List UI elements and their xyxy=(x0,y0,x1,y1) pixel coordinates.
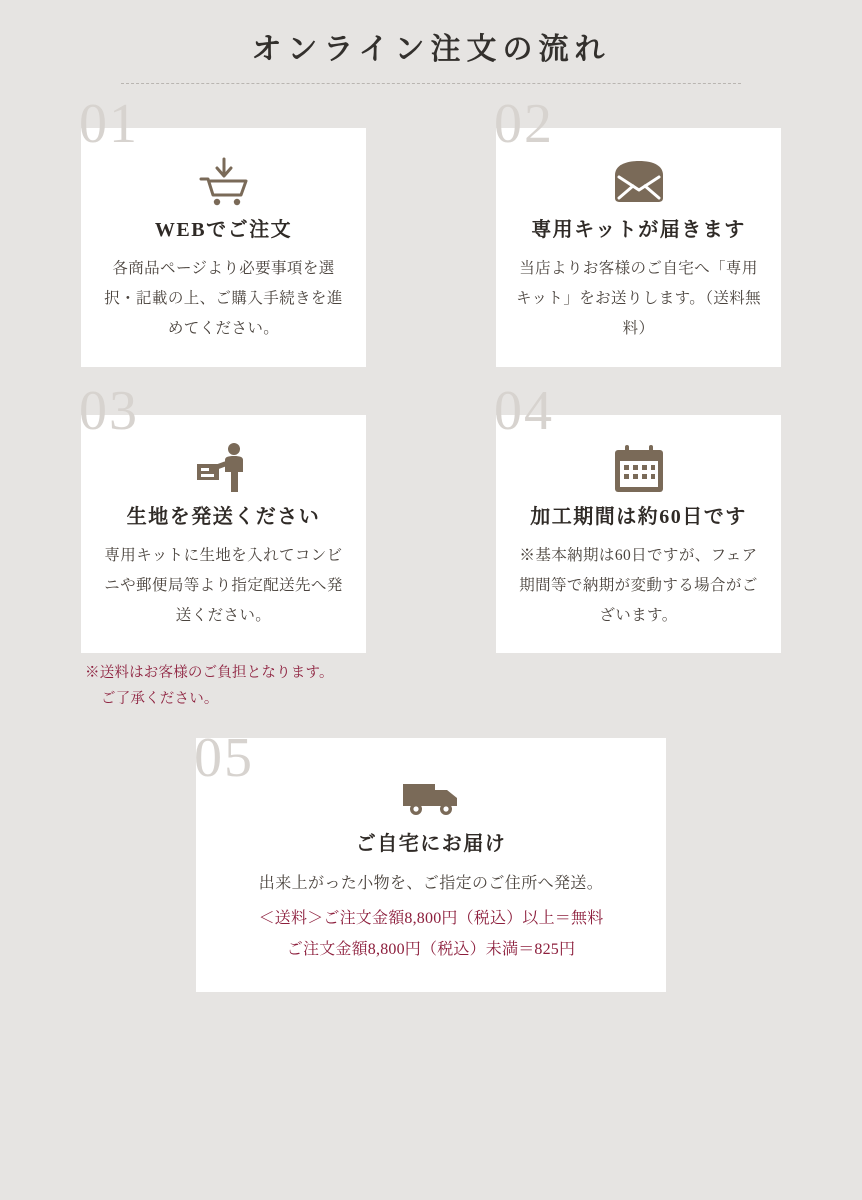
shopping-cart-icon xyxy=(99,154,348,210)
step-title: WEBでご注文 xyxy=(154,219,293,241)
step-title: ご自宅にお届け xyxy=(355,833,507,856)
step-card-01 xyxy=(79,93,366,367)
step-card-03 xyxy=(79,379,366,712)
shipping-fee-info xyxy=(216,903,646,965)
envelope-icon xyxy=(514,154,763,210)
page-title: オンライン注文の流れ xyxy=(251,33,611,66)
step-body: 専用キットに生地を入れてコンビニや郵便局等より指定配送先へ発送ください。 xyxy=(104,546,343,625)
shipping-line-2: ご注文金額8,800円（税込）未満＝825円 xyxy=(286,941,576,959)
step-number: 05 xyxy=(194,727,254,790)
step-body: 出来上がった小物を、ご指定のご住所へ発送。 xyxy=(258,875,604,893)
shipping-fee-note xyxy=(81,661,366,712)
step-card-body xyxy=(496,415,781,654)
page-header xyxy=(0,0,862,84)
step-card-body xyxy=(196,738,666,992)
step-number: 02 xyxy=(494,93,554,155)
step-number: 04 xyxy=(494,379,554,442)
step-title: 加工期間は約60日です xyxy=(530,505,747,528)
steps-row-1 xyxy=(79,93,781,367)
note-line-1: ※送料はお客様のご負担となります。 xyxy=(85,665,334,682)
parcel-handover-icon xyxy=(99,441,348,497)
shipping-line-1: ＜送料＞ご注文金額8,800円（税込）以上＝無料 xyxy=(258,910,604,928)
step-title: 専用キットが届きます xyxy=(531,219,746,241)
step-card-body xyxy=(496,128,781,367)
delivery-truck-icon xyxy=(216,768,646,824)
step-body: 各商品ページより必要事項を選択・記載の上、ご購入手続きを進めてください。 xyxy=(104,260,343,338)
calendar-icon xyxy=(514,441,763,497)
step-card-body xyxy=(81,128,366,367)
step-body: ※基本納期は60日ですが、フェア期間等で納期が変動する場合がございます。 xyxy=(519,546,758,625)
step-body: 当店よりお客様のご自宅へ「専用キット」をお送りします。（送料無料） xyxy=(515,260,762,338)
step-number: 01 xyxy=(79,93,139,155)
note-line-2: ご了承ください。 xyxy=(101,690,219,707)
step-number: 03 xyxy=(79,379,139,442)
step-card-04 xyxy=(494,379,781,712)
step-title: 生地を発送ください xyxy=(126,505,321,528)
steps-row-2 xyxy=(79,379,781,712)
steps-grid xyxy=(79,93,781,992)
step-card-05 xyxy=(194,727,666,992)
step-card-02 xyxy=(494,93,781,367)
step-card-body xyxy=(81,415,366,654)
title-divider xyxy=(121,83,741,84)
